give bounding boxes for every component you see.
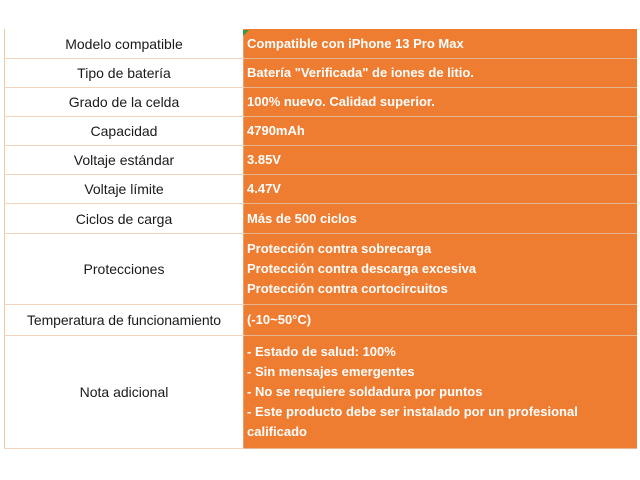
table-row (5, 305, 638, 336)
label-nota-adicional: Nota adicional (5, 336, 244, 449)
value-line: - Sin mensajes emergentes (247, 364, 415, 379)
value-line: 100% nuevo. Calidad superior. (247, 94, 435, 109)
label-ciclos-carga: Ciclos de carga (5, 204, 244, 234)
cell-comment-marker (243, 30, 249, 36)
table-row (5, 88, 638, 117)
value-line: Más de 500 ciclos (247, 210, 357, 226)
table-row (5, 336, 638, 449)
value-capacidad (244, 117, 638, 146)
label-temperatura: Temperatura de funcionamiento (5, 305, 244, 336)
value-voltaje-estandar (244, 146, 638, 175)
table-row (5, 234, 638, 305)
value-line: Protección contra descarga excesiva (247, 261, 477, 276)
label-voltaje-limite: Voltaje límite (5, 175, 244, 204)
label-grado-celda: Grado de la celda (5, 88, 244, 117)
battery-spec-table (4, 29, 637, 449)
value-line: - Estado de salud: 100% (247, 344, 396, 359)
label-capacidad: Capacidad (5, 117, 244, 146)
value-tipo-bateria (244, 59, 638, 88)
value-ciclos-carga (244, 204, 638, 234)
label-protecciones: Protecciones (5, 234, 244, 305)
label-tipo-bateria: Tipo de batería (5, 59, 244, 88)
value-line: 4790mAh (247, 123, 305, 138)
table-row (5, 146, 638, 175)
label-voltaje-estandar: Voltaje estándar (5, 146, 244, 175)
value-line: - No se requiere soldadura por puntos (247, 384, 483, 399)
value-nota-adicional (244, 336, 638, 449)
value-protecciones (244, 234, 638, 305)
label-modelo-compatible: Modelo compatible (5, 29, 244, 59)
value-grado-celda (244, 88, 638, 117)
value-voltaje-limite (244, 175, 638, 204)
table-row (5, 204, 638, 234)
value-line: Compatible con iPhone 13 Pro Max (247, 35, 464, 51)
value-line: Protección contra sobrecarga (247, 241, 432, 256)
value-line: (-10~50°C) (247, 312, 312, 327)
table-row (5, 175, 638, 204)
value-line: 3.85V (247, 152, 281, 167)
table-row (5, 59, 638, 88)
value-line: 4.47V (247, 181, 281, 196)
value-line: - Este producto debe ser instalado por un profesional (247, 404, 578, 419)
value-modelo-compatible (244, 29, 638, 59)
table-row (5, 29, 638, 59)
value-line: calificado (247, 424, 307, 439)
value-line: Protección contra cortocircuitos (247, 281, 448, 296)
value-temperatura (244, 305, 638, 336)
table-row (5, 117, 638, 146)
value-line: Batería "Verificada" de iones de litio. (247, 65, 474, 80)
